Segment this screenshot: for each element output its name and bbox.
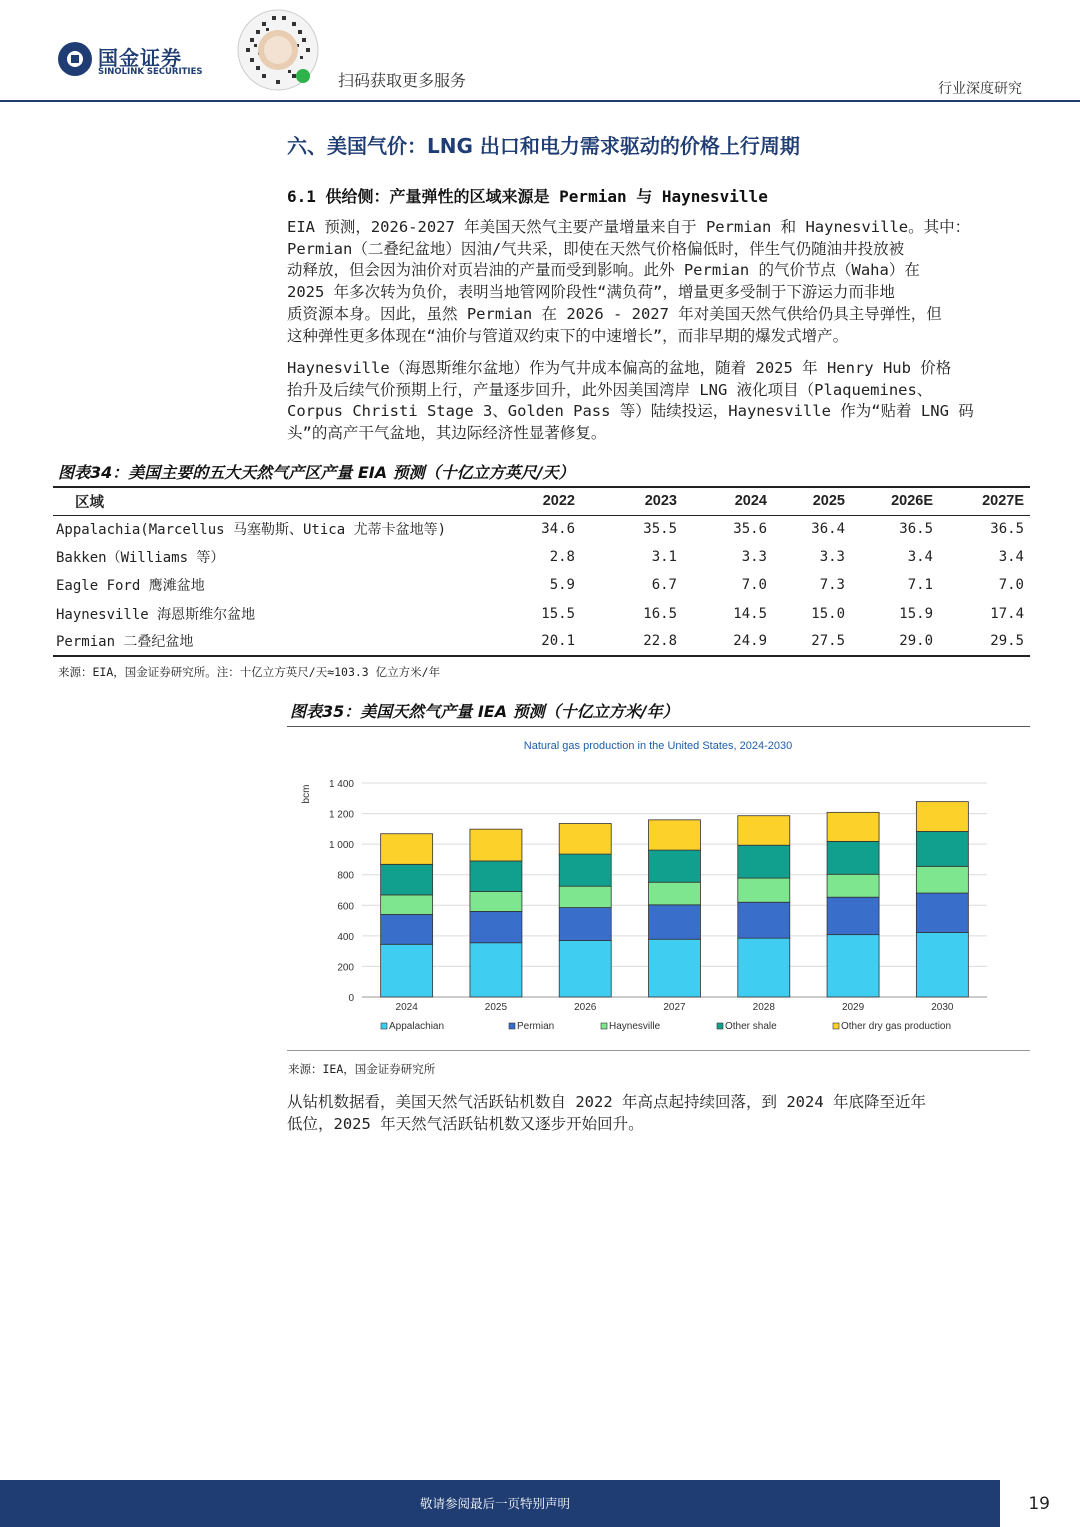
gas-production-chart bbox=[287, 728, 1030, 1048]
report-type-label: 行业深度研究 bbox=[938, 81, 1022, 97]
table-cell: 29.5 bbox=[939, 628, 1030, 656]
table-cell: 3.4 bbox=[998, 549, 1024, 566]
subsection-title: 6.1 供给侧：产量弹性的区域来源是 Permian 与 Haynesville bbox=[287, 187, 768, 206]
figure35-title: 图表35：美国天然气产量 IEA 预测（十亿立方米/年） bbox=[290, 702, 679, 721]
x-tick-label: 2026 bbox=[574, 1002, 597, 1013]
table-cell: 7.3 bbox=[819, 577, 845, 594]
bar-segment bbox=[470, 861, 522, 892]
bar-segment bbox=[470, 892, 522, 912]
table-header-row bbox=[53, 487, 1030, 515]
y-tick-label: 0 bbox=[348, 993, 354, 1004]
bar-segment bbox=[738, 878, 790, 902]
bar-segment bbox=[470, 911, 522, 942]
logo-name-cn: 国金证券 bbox=[98, 46, 182, 70]
text-line: Permian（二叠纪盆地）因油/气共采，即使在天然气价格偏低时，伴生气仍随油井投放被 bbox=[287, 239, 905, 258]
table-cell: Bakken（Williams 等） bbox=[56, 550, 225, 567]
y-tick-label: 200 bbox=[337, 962, 354, 974]
bar-segment bbox=[381, 944, 433, 997]
y-axis-label: bcm bbox=[301, 784, 312, 804]
table-cell: 15.5 bbox=[541, 605, 575, 622]
section-title: 六、美国气价：LNG 出口和电力需求驱动的价格上行周期 bbox=[287, 134, 800, 158]
footer-disclaimer: 敬请参阅最后一页特别声明 bbox=[419, 1496, 570, 1511]
y-tick-label: 1 400 bbox=[328, 779, 354, 790]
table-cell: Permian 二叠纪盆地 bbox=[53, 628, 493, 656]
legend-label: Haynesville bbox=[609, 1021, 661, 1032]
legend-label: Other shale bbox=[725, 1021, 777, 1032]
bar-segment bbox=[649, 850, 701, 882]
legend-swatch bbox=[509, 1023, 515, 1029]
figure35-source: 来源：IEA，国金证券研究所 bbox=[288, 1062, 436, 1076]
paragraph-haynesville bbox=[287, 358, 1027, 445]
bar-segment bbox=[381, 834, 433, 865]
bar-segment bbox=[916, 893, 968, 932]
figure35-top-rule bbox=[287, 726, 1030, 727]
text-line: 动释放，但会因为油价对页岩油的产量而受到影响。此外 Permian 的气价节点（Waha）在 bbox=[287, 261, 920, 280]
table-row bbox=[53, 515, 1030, 543]
table-cell: 15.0 bbox=[811, 605, 845, 622]
table-cell: 27.5 bbox=[773, 628, 851, 656]
bar-segment bbox=[649, 905, 701, 939]
table-cell: 7.0 bbox=[998, 577, 1024, 594]
bar-segment bbox=[381, 864, 433, 895]
table-cell: 14.5 bbox=[733, 605, 767, 622]
table-cell: 24.9 bbox=[683, 628, 773, 656]
legend-swatch bbox=[381, 1023, 387, 1029]
table-cell: 17.4 bbox=[990, 605, 1024, 622]
bar-segment bbox=[916, 831, 968, 866]
text-line: 从钻机数据看，美国天然气活跃钻机数自 2022 年高点起持续回落，到 2024 年底降至近年 bbox=[287, 1093, 926, 1111]
paragraph-rig-count bbox=[287, 1092, 1027, 1135]
legend-swatch bbox=[717, 1023, 723, 1029]
scan-service-text: 扫码获取更多服务 bbox=[338, 71, 467, 90]
bar-segment bbox=[738, 816, 790, 846]
table-row bbox=[53, 571, 1030, 599]
legend-swatch bbox=[833, 1023, 839, 1029]
bar-segment bbox=[559, 908, 611, 941]
table-cell: Appalachia(Marcellus 马塞勒斯、Utica 尤蒂卡盆地等) bbox=[56, 522, 447, 539]
table-cell: 35.6 bbox=[733, 521, 767, 538]
bar-segment bbox=[470, 829, 522, 861]
bar-segment bbox=[827, 812, 879, 841]
bar-segment bbox=[827, 874, 879, 897]
bar-segment bbox=[827, 841, 879, 874]
table-cell: Haynesville 海恩斯维尔盆地 bbox=[56, 606, 256, 623]
y-tick-label: 1 000 bbox=[328, 840, 354, 852]
legend-label: Permian bbox=[517, 1021, 555, 1032]
qr-code-icon[interactable] bbox=[236, 8, 320, 92]
table-cell: 35.5 bbox=[643, 521, 677, 538]
chart-title: Natural gas production in the United States, 2024-2030 bbox=[523, 740, 793, 752]
table-cell: 36.4 bbox=[811, 521, 845, 538]
bar-segment bbox=[738, 938, 790, 997]
text-line: 抬升及后续气价预期上行，产量逐步回升，此外因美国湾岸 LNG 液化项目（Plaquemines、 bbox=[287, 380, 933, 399]
bar-segment bbox=[649, 882, 701, 905]
table-cell: Eagle Ford 鹰滩盆地 bbox=[56, 578, 205, 595]
table-header-cell: 区域 bbox=[53, 487, 493, 515]
legend-label: Other dry gas production bbox=[841, 1021, 952, 1032]
table-cell: 15.9 bbox=[899, 605, 933, 622]
x-tick-label: 2028 bbox=[752, 1002, 775, 1013]
bar-segment bbox=[649, 820, 701, 850]
x-tick-label: 2025 bbox=[484, 1002, 508, 1013]
x-tick-label: 2027 bbox=[663, 1002, 686, 1013]
bar-segment bbox=[559, 854, 611, 886]
legend-label: Appalachian bbox=[389, 1021, 445, 1032]
page-header bbox=[0, 0, 1080, 102]
paragraph-permian bbox=[287, 217, 1027, 347]
y-tick-label: 600 bbox=[337, 901, 354, 913]
bar-segment bbox=[738, 845, 790, 878]
text-line: 质资源本身。因此，虽然 Permian 在 2026 - 2027 年对美国天然气供给仍具主导弹性，但 bbox=[287, 304, 942, 323]
table-cell: 3.4 bbox=[907, 549, 933, 566]
table-cell: 29.0 bbox=[851, 628, 939, 656]
table-cell: 5.9 bbox=[549, 577, 575, 594]
text-line: Haynesville（海恩斯维尔盆地）作为气井成本偏高的盆地，随着 2025 年 Henry Hub 价格 bbox=[287, 359, 952, 377]
table-row bbox=[53, 600, 1030, 628]
figure35-bottom-rule bbox=[287, 1050, 1030, 1051]
table-header-cell: 2022 bbox=[493, 487, 581, 515]
bar-segment bbox=[559, 824, 611, 855]
text-line: 2025 年多次转为负价，表明当地管网阶段性“满负荷”，增量更多受制于下游运力而非地 bbox=[287, 283, 895, 302]
bar-segment bbox=[559, 940, 611, 997]
bar-segment bbox=[381, 914, 433, 944]
table-row bbox=[53, 543, 1030, 571]
table-cell: 20.1 bbox=[493, 628, 581, 656]
bar-segment bbox=[827, 935, 879, 997]
eia-production-table bbox=[53, 486, 1030, 657]
bar-segment bbox=[559, 886, 611, 907]
page-number: 19 bbox=[1028, 1494, 1050, 1514]
x-tick-label: 2029 bbox=[841, 1002, 865, 1013]
bar-segment bbox=[738, 902, 790, 938]
bar-segment bbox=[916, 802, 968, 832]
company-logo bbox=[58, 42, 218, 82]
table-cell: 22.8 bbox=[581, 628, 683, 656]
table-cell: 6.7 bbox=[651, 577, 677, 594]
text-line: 低位，2025 年天然气活跃钻机数又逐步开始回升。 bbox=[287, 1114, 644, 1133]
table-header-cell: 2025 bbox=[773, 487, 851, 515]
table-header-cell: 2023 bbox=[581, 487, 683, 515]
bar-segment bbox=[470, 943, 522, 997]
table-header-cell: 2026E bbox=[851, 487, 939, 515]
table-cell: 3.3 bbox=[819, 549, 845, 566]
table-cell: 36.5 bbox=[990, 521, 1024, 538]
y-tick-label: 400 bbox=[337, 931, 354, 943]
table-header-cell: 2024 bbox=[683, 487, 773, 515]
table-row bbox=[53, 628, 1030, 656]
table-cell: 2.8 bbox=[549, 549, 575, 566]
table-cell: 34.6 bbox=[541, 521, 575, 538]
table-cell: 16.5 bbox=[643, 605, 677, 622]
x-tick-label: 2030 bbox=[931, 1002, 954, 1013]
text-line: 头”的高产干气盆地，其边际经济性显著修复。 bbox=[287, 424, 607, 443]
logo-name-en: SINOLINK SECURITIES bbox=[98, 67, 203, 77]
legend-swatch bbox=[601, 1023, 607, 1029]
text-line: 这种弹性更多体现在“油价与管道双约束下的中速增长”，而非早期的爆发式增产。 bbox=[287, 326, 849, 345]
bar-segment bbox=[827, 897, 879, 934]
y-tick-label: 1 200 bbox=[328, 809, 354, 821]
table-cell: 36.5 bbox=[899, 521, 933, 538]
figure34-source: 来源：EIA，国金证券研究所。注：十亿立方英尺/天≈103.3 亿立方米/年 bbox=[58, 665, 441, 679]
figure34-title: 图表34：美国主要的五大天然气产区产量 EIA 预测（十亿立方英尺/天） bbox=[58, 463, 575, 482]
table-cell: 7.0 bbox=[741, 577, 767, 594]
table-cell: 3.1 bbox=[651, 549, 677, 566]
logo-icon bbox=[58, 42, 92, 76]
bar-segment bbox=[916, 932, 968, 997]
table-cell: 3.3 bbox=[741, 549, 767, 566]
y-tick-label: 800 bbox=[337, 870, 354, 882]
table-header-cell: 2027E bbox=[939, 487, 1030, 515]
bar-segment bbox=[916, 866, 968, 893]
bar-segment bbox=[649, 939, 701, 997]
table-cell: 7.1 bbox=[907, 577, 933, 594]
text-line: Corpus Christi Stage 3、Golden Pass 等）陆续投运，Haynesville 作为“贴着 LNG 码 bbox=[287, 402, 974, 421]
bar-segment bbox=[381, 895, 433, 915]
text-line: EIA 预测，2026-2027 年美国天然气主要产量增量来自于 Permian 和 Haynesville。其中： bbox=[287, 218, 971, 236]
x-tick-label: 2024 bbox=[395, 1002, 418, 1013]
